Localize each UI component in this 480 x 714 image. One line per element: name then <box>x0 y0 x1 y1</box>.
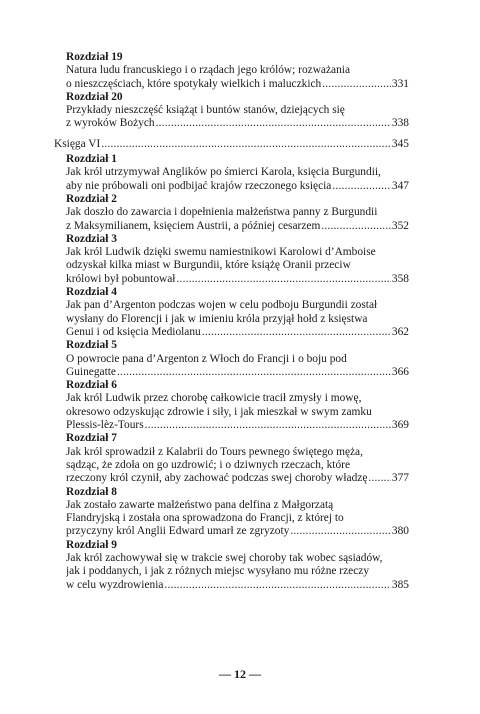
page-ref: 377 <box>391 472 409 485</box>
chapter-title-line: Jak król Ludwik dzięki swemu namiestnikowi Karolowi d’Amboise <box>66 246 376 259</box>
chapter-title-line: okresowo odzyskując zdrowie i siły, i jak mieszkał w swym zamku <box>66 405 372 418</box>
toc-chapter-entry <box>66 432 409 485</box>
toc-entry-line <box>66 220 409 233</box>
page-ref: 362 <box>391 325 409 338</box>
chapter-title-line: o nieszczęściach, które spotykały wielkich i maluczkich <box>66 77 322 90</box>
toc-entry-line <box>66 419 409 432</box>
dot-leader <box>101 138 391 151</box>
page-ref: 385 <box>391 578 409 591</box>
page-ref: 347 <box>391 179 409 192</box>
dot-leader <box>164 579 390 592</box>
toc-entry-line <box>66 472 409 485</box>
chapter-title-line: jak i poddanych, i jak z różnych miejsc wysyłano mu różne rzeczy <box>66 565 370 578</box>
toc-entry-line <box>54 138 409 151</box>
toc-entry-line <box>66 326 409 339</box>
toc-chapter-entry <box>66 486 409 539</box>
chapter-title-line: Przykłady nieszczęść książąt i buntów stanów, dziejących się <box>66 104 345 117</box>
chapter-title-line: z wyroków Bożych <box>66 117 155 130</box>
toc-entry-line <box>66 78 409 91</box>
toc-chapter-entry <box>66 286 409 339</box>
chapter-title-line: w celu wyzdrowienia <box>66 578 164 591</box>
dot-leader <box>321 220 391 233</box>
chapter-heading: Rozdział 8 <box>66 485 117 498</box>
dot-leader <box>368 472 391 485</box>
chapter-title-line: Jak król utrzymywał Anglików po śmierci Karola, księcia Burgundii, <box>66 166 381 179</box>
toc-entry-line <box>66 273 409 286</box>
toc-chapter-entry <box>66 233 409 286</box>
toc-chapter-entry <box>66 153 409 193</box>
chapter-title-line: sądząc, że zdoła on go uzdrowić; i o dziwnych rzeczach, które <box>66 458 350 471</box>
page-ref: 358 <box>391 272 409 285</box>
chapter-heading: Rozdział 6 <box>66 379 117 392</box>
chapter-title-line: Flandryjską i została ona sprowadzona do Francji, z której to <box>66 512 344 525</box>
toc-entry-line <box>66 579 409 592</box>
chapter-title-line: Jak zostało zawarte małżeństwo pana delfina z Małgorzatą <box>66 498 334 511</box>
toc-chapter-entry <box>66 539 409 592</box>
chapter-title-line: Natura ludu francuskiego i o rządach jego królów; rozważania <box>66 64 351 77</box>
table-of-contents <box>54 51 409 592</box>
chapter-heading: Rozdział 7 <box>66 432 117 445</box>
dot-leader <box>322 78 391 91</box>
toc-book-entry <box>54 138 409 151</box>
page-number: — 12 — <box>219 667 261 681</box>
chapter-title-line: Jak król zachowywał się w trakcie swej choroby tak wobec sąsiadów, <box>66 551 383 564</box>
chapter-title-line: Genui i od księcia Mediolanu <box>66 325 201 338</box>
toc-chapter-entry <box>66 51 409 91</box>
chapter-heading: Rozdział 19 <box>66 51 123 63</box>
chapter-title-line: Jak król sprowadził z Kalabrii do Tours pewnego świętego męża, <box>66 445 363 458</box>
chapter-heading: Rozdział 1 <box>66 153 117 166</box>
dot-leader <box>156 117 391 130</box>
chapter-heading: Rozdział 2 <box>66 192 117 205</box>
chapter-title-line: wysłany do Florencji i jak w imieniu króla przyjął hołd z księstwa <box>66 312 368 325</box>
chapter-heading: Rozdział 4 <box>66 286 117 299</box>
page-ref: 331 <box>391 77 409 90</box>
toc-entry-line <box>66 366 409 379</box>
chapter-heading: Rozdział 5 <box>66 339 117 352</box>
chapter-heading: Rozdział 9 <box>66 538 117 551</box>
toc-chapter-entry <box>66 339 409 379</box>
page-ref: 366 <box>391 365 409 378</box>
chapter-title-line: aby nie próbowali oni podbijać krajów rzeczonego księcia <box>66 179 332 192</box>
book-title: Księga VI <box>54 137 101 150</box>
page-ref: 369 <box>391 419 409 432</box>
toc-entry-line <box>66 117 409 130</box>
toc-chapter-entry <box>66 379 409 432</box>
chapter-title-line: rzeczony król czynił, aby zachować podczas swej choroby władzę <box>66 472 368 485</box>
dot-leader <box>202 326 391 339</box>
toc-chapter-entry <box>66 193 409 233</box>
page-ref: 352 <box>391 219 409 232</box>
chapter-title-line: z Maksymilianem, księciem Austrii, a później cesarzem <box>66 219 321 232</box>
dot-leader <box>332 180 391 193</box>
chapter-title-line: Plessis-lèz-Tours <box>66 419 144 432</box>
page-ref: 338 <box>391 117 409 130</box>
chapter-title-line: królowi był pobuntował <box>66 272 176 285</box>
toc-entry-line <box>66 180 409 193</box>
page-ref: 380 <box>391 525 409 538</box>
dot-leader <box>290 525 391 538</box>
chapter-heading: Rozdział 20 <box>66 90 123 103</box>
chapter-title-line: Jak król Ludwik przez chorobę całkowicie tracił zmysły i mowę, <box>66 392 362 405</box>
chapter-title-line: przyczyny król Anglii Edward umarł ze zgryzoty <box>66 525 290 538</box>
dot-leader <box>176 273 390 286</box>
chapter-title-line: O powrocie pana d’Argenton z Włoch do Francji i o boju pod <box>66 352 347 365</box>
toc-entry-line <box>66 525 409 538</box>
chapter-title-line: Jak pan d’Argenton podczas wojen w celu podboju Burgundii został <box>66 299 378 312</box>
dot-leader <box>117 366 391 379</box>
toc-chapter-entry <box>66 91 409 131</box>
dot-leader <box>145 419 391 432</box>
chapter-heading: Rozdział 3 <box>66 232 117 245</box>
page-ref: 345 <box>391 137 409 150</box>
chapter-title-line: Jak doszło do zawarcia i dopełnienia małżeństwa panny z Burgundii <box>66 206 378 219</box>
chapter-title-line: Guinegatte <box>66 365 116 378</box>
chapter-title-line: odzyskał kilka miast w Burgundii, które książę Oranii przeciw <box>66 259 351 272</box>
